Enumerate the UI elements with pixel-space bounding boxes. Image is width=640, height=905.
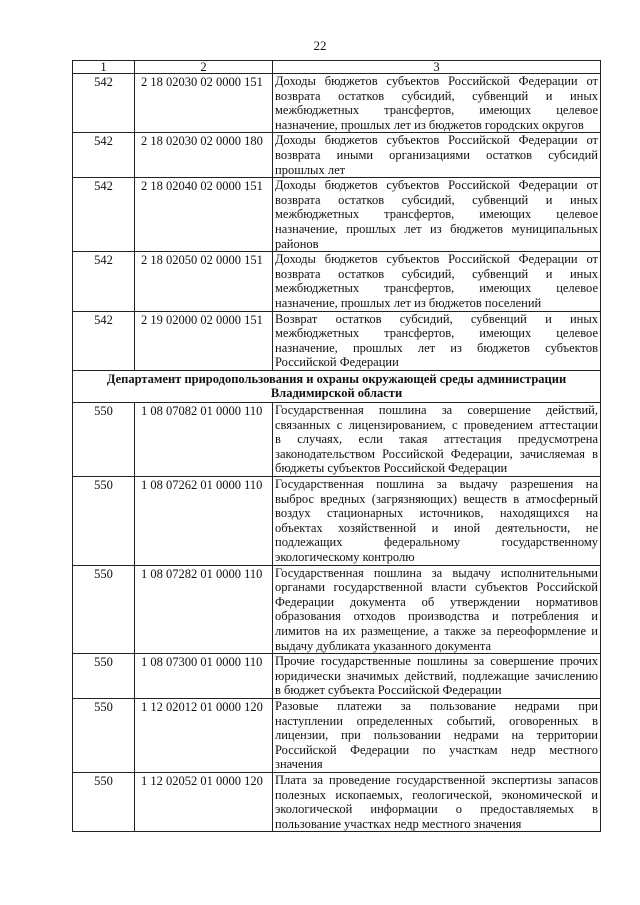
table-row (73, 477, 601, 566)
admin-code-cell: 550 (73, 698, 135, 772)
description-cell (273, 772, 601, 831)
description-cell (273, 311, 601, 370)
description-line: Доходы бюджетов субъектов Российской Федерации от (275, 178, 598, 193)
description-cell (273, 133, 601, 178)
admin-code-cell: 542 (73, 178, 135, 252)
budget-code-cell: 1 08 07082 01 0000 110 (135, 403, 273, 477)
description-line: в случаях, если такая аттестация предусмотрена (275, 432, 598, 447)
description-line: межбюджетных трансфертов, имеющих целевое (275, 281, 598, 296)
budget-code-cell: 2 18 02030 02 0000 151 (135, 74, 273, 133)
description-line: органами государственной власти субъектов Российской (275, 580, 598, 595)
admin-code-cell: 542 (73, 252, 135, 311)
budget-code-cell: 1 12 02012 01 0000 120 (135, 698, 273, 772)
admin-code-cell: 550 (73, 654, 135, 699)
description-cell (273, 74, 601, 133)
table-row (73, 133, 601, 178)
description-line: Российской Федерации (275, 355, 399, 370)
description-line: пользование участках недр местного значения (275, 816, 522, 831)
description-line: Федерации документа об утверждении нормативов (275, 594, 598, 609)
budget-code-cell: 2 18 02050 02 0000 151 (135, 252, 273, 311)
description-cell (273, 698, 601, 772)
table-row (73, 178, 601, 252)
description-line: наступлении определенных событий, оговоренных в (275, 713, 598, 728)
table-row (73, 311, 601, 370)
description-cell (273, 477, 601, 566)
table-header-row (73, 61, 601, 74)
budget-code-cell: 1 08 07262 01 0000 110 (135, 477, 273, 566)
description-line: назначение, прошлых лет из бюджетов субъектов (275, 340, 598, 355)
description-line: экологической информации о предоставляемых в (275, 802, 598, 817)
table-row (73, 252, 601, 311)
description-line: Доходы бюджетов субъектов Российской Федерации от (275, 74, 598, 88)
table-body (73, 61, 601, 832)
description-line: образования отходов производства и потребления и (275, 609, 598, 624)
description-line: Российской Федерации по участкам недр местного (275, 742, 598, 757)
description-line: юридически значимых действий, подлежащие зачислению (275, 668, 598, 683)
header-col-1: 1 (73, 61, 135, 74)
description-line: возврата остатков субсидий, субвенций и иных (275, 88, 598, 103)
table-row (73, 403, 601, 477)
description-line: Государственная пошлина за выдачу разрешения на (275, 477, 598, 492)
description-line: возврата остатков субсидий, субвенций и иных (275, 192, 598, 207)
description-line: межбюджетных трансфертов, имеющих целевое (275, 326, 598, 341)
revenue-codes-table (72, 60, 601, 832)
description-line: возврата иными организациями остатков субсидий (275, 147, 598, 162)
page-number: 22 (313, 38, 327, 53)
table-row (73, 772, 601, 831)
description-line: Государственная пошлина за выдачу исполнительными (275, 565, 598, 580)
table-row (73, 565, 601, 654)
description-cell (273, 654, 601, 699)
description-line: Плата за проведение государственной экспертизы запасов (275, 772, 598, 787)
section-title-line: Департамент природопользования и охраны окружающей среды администрации (106, 371, 567, 386)
description-line: Разовые платежи за пользование недрами при (275, 698, 598, 713)
description-line: воздух стационарных источников, находящихся на (275, 506, 598, 521)
table-row (73, 654, 601, 699)
description-line: выброс вредных (загрязняющих) веществ в атмосферный (275, 491, 598, 506)
description-cell (273, 403, 601, 477)
budget-code-cell: 1 08 07300 01 0000 110 (135, 654, 273, 699)
section-header-row (73, 370, 601, 402)
description-line: выдачу дубликата указанного документа (275, 638, 492, 653)
budget-code-cell: 1 08 07282 01 0000 110 (135, 565, 273, 654)
section-title-line: Владимирской области (270, 386, 403, 401)
description-line: экологическому контролю (275, 550, 415, 564)
admin-code-cell: 550 (73, 477, 135, 566)
description-line: Доходы бюджетов субъектов Российской Федерации от (275, 252, 598, 267)
description-line: значения (275, 757, 323, 772)
table-row (73, 74, 601, 133)
admin-code-cell: 550 (73, 403, 135, 477)
description-cell (273, 178, 601, 252)
table-row (73, 698, 601, 772)
description-line: лимитов на их размещение, а также за переоформление и (275, 623, 598, 638)
budget-code-cell: 2 18 02030 02 0000 180 (135, 133, 273, 178)
budget-code-cell: 1 12 02052 01 0000 120 (135, 772, 273, 831)
description-line: законодательством Российской Федерации, зачисляемая в (275, 446, 598, 461)
description-line: межбюджетных трансфертов, имеющих целевое (275, 207, 598, 222)
description-line: Возврат остатков субсидий, субвенций и иных (275, 311, 598, 326)
section-title (73, 370, 601, 402)
description-line: объектах хозяйственной и иной деятельности, не (275, 520, 598, 535)
description-line: Доходы бюджетов субъектов Российской Федерации от (275, 133, 598, 148)
description-line: районов (275, 236, 319, 251)
description-line: возврата остатков субсидий, субвенций и иных (275, 266, 598, 281)
header-col-2: 2 (135, 61, 273, 74)
description-line: назначение, прошлых лет из бюджетов городских округов (275, 117, 584, 132)
description-line: подлежащих федеральному государственному (275, 535, 598, 550)
budget-code-cell: 2 18 02040 02 0000 151 (135, 178, 273, 252)
budget-code-cell: 2 19 02000 02 0000 151 (135, 311, 273, 370)
description-cell (273, 252, 601, 311)
admin-code-cell: 550 (73, 565, 135, 654)
description-line: бюджеты субъектов Российской Федерации (275, 461, 508, 476)
header-col-3: 3 (273, 61, 601, 74)
description-line: межбюджетных трансфертов, имеющих целевое (275, 103, 598, 118)
admin-code-cell: 542 (73, 74, 135, 133)
description-line: назначение, прошлых лет из бюджетов муниципальных (275, 221, 598, 236)
description-line: прошлых лет (275, 162, 346, 177)
description-line: в бюджет субъекта Российской Федерации (275, 683, 502, 698)
description-line: связанных с лицензированием, с проведением аттестации (275, 417, 598, 432)
admin-code-cell: 542 (73, 311, 135, 370)
description-line: лицензии, при пользовании недрами на территории (275, 728, 598, 743)
description-line: назначение, прошлых лет из бюджетов поселений (275, 295, 542, 310)
admin-code-cell: 542 (73, 133, 135, 178)
description-line: Государственная пошлина за совершение действий, (275, 403, 598, 418)
description-line: полезных ископаемых, геологической, экономической и (275, 787, 598, 802)
description-cell (273, 565, 601, 654)
description-line: Прочие государственные пошлины за совершение прочих (275, 654, 598, 669)
admin-code-cell: 550 (73, 772, 135, 831)
